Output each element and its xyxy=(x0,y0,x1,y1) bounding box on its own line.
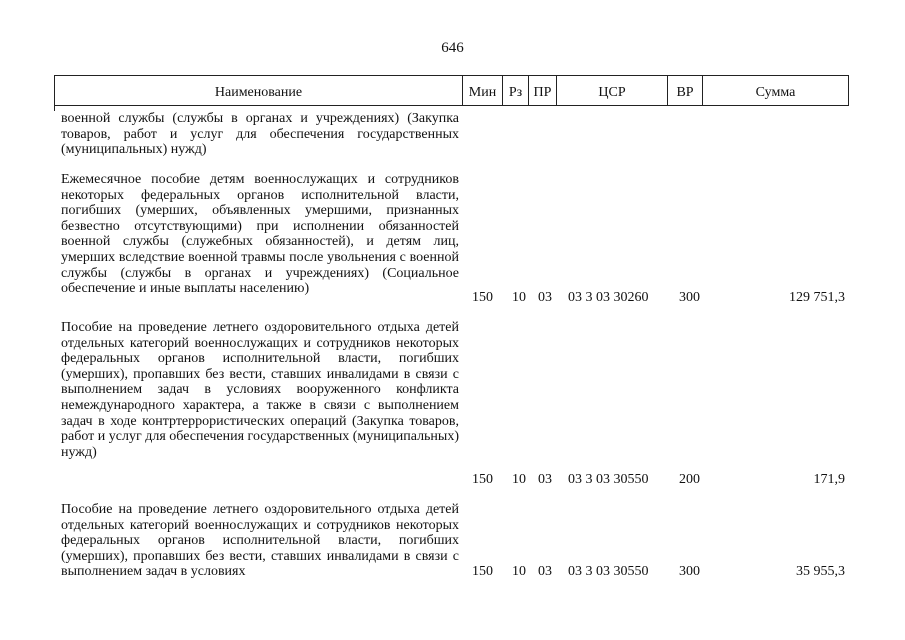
column-header-min: Мин xyxy=(463,76,503,105)
row-min: 150 xyxy=(472,564,493,579)
row-pr: 03 xyxy=(538,290,552,305)
page-number: 646 xyxy=(441,40,464,56)
column-header-vr: ВР xyxy=(668,76,703,105)
table-border-stub xyxy=(54,106,55,111)
row-name: военной службы (службы в органах и учреждениях) (Закупка товаров, работ и услуг для обеспечения государственных (муниципальных) нужд) xyxy=(61,111,459,158)
row-rz: 10 xyxy=(512,564,526,579)
table-header xyxy=(54,75,849,106)
row-name: Пособие на проведение летнего оздоровительного отдыха детей отдельных категорий военнослужащих и сотрудников некоторых федеральных органов исполнительной власти, погибших (умерших), пропавших без вести, ставших инвалидами в связи с выполнением задач в условиях вооруженного конфликта немеждународного характера, а также в связи с выполнением задач в ходе контртеррористических операций (Закупка товаров, работ и услуг для обеспечения государственных (муниципальных) нужд) xyxy=(61,320,459,460)
row-vr: 300 xyxy=(679,290,700,305)
row-csr: 03 3 03 30550 xyxy=(568,564,649,579)
row-csr: 03 3 03 30260 xyxy=(568,290,649,305)
column-header-name: Наименование xyxy=(55,76,463,105)
row-pr: 03 xyxy=(538,472,552,487)
column-header-csr: ЦСР xyxy=(557,76,668,105)
column-header-sum: Сумма xyxy=(755,84,796,100)
row-min: 150 xyxy=(472,472,493,487)
row-name: Ежемесячное пособие детям военнослужащих и сотрудников некоторых федеральных органов исполнительной власти, погибших (умерших, объявленных умершими, признанных безвестно отсутствующими) при исполнении обязанностей военной службы (служебных обязанностей), и детям лиц, умерших вследствие военной травмы после увольнения с военной службы (службы в органах и учреждениях) (Социальное обеспечение и иные выплаты населению) xyxy=(61,172,459,297)
row-sum: 171,9 xyxy=(813,472,845,487)
column-header-rz: Рз xyxy=(503,76,529,105)
row-sum: 35 955,3 xyxy=(796,564,845,579)
row-vr: 300 xyxy=(679,564,700,579)
row-csr: 03 3 03 30550 xyxy=(568,472,649,487)
row-name: Пособие на проведение летнего оздоровительного отдыха детей отдельных категорий военнослужащих и сотрудников некоторых федеральных органов исполнительной власти, погибших (умерших), пропавших без вести, ставших инвалидами в связи с выполнением задач в условиях xyxy=(61,502,459,580)
row-min: 150 xyxy=(472,290,493,305)
row-rz: 10 xyxy=(512,290,526,305)
row-pr: 03 xyxy=(538,564,552,579)
row-sum: 129 751,3 xyxy=(789,290,845,305)
column-header-pr: ПР xyxy=(529,76,557,105)
row-rz: 10 xyxy=(512,472,526,487)
row-vr: 200 xyxy=(679,472,700,487)
